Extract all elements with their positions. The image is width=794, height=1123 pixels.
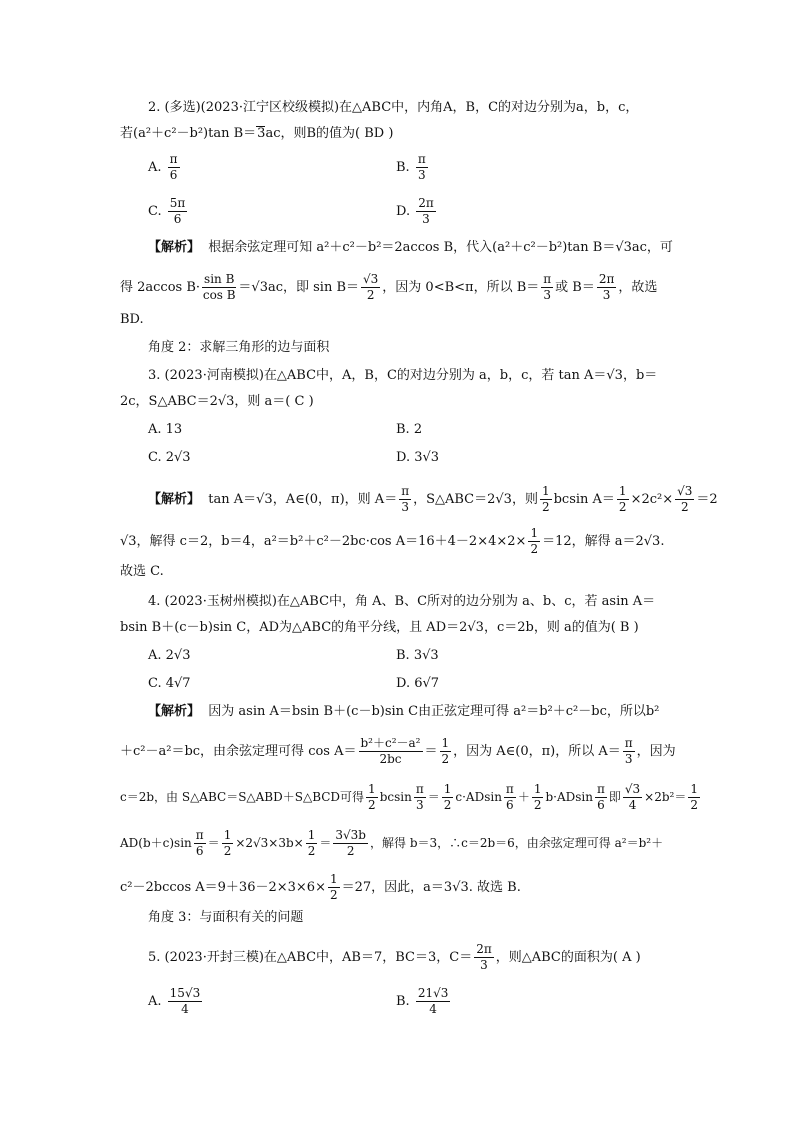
q4-solution-line3: c＝2b，由 S△ABC＝S△ABD＋S△BCD可得 $\frac{1}{2}$ bcsin $\frac{\pi}{3}$ ＝ $\frac{1}{2}$ c·ADsin $\frac{\pi}{6}$ ＋ $\frac{1}{2}$ b·ADsin $\frac{\pi}{6}$ 即 $\frac{√3}{4}$ ×2b²＝ $\frac{1}{2}$ (120, 782, 698, 812)
q4-solution-line4: AD(b＋c)sin $\frac{\pi}{6}$ ＝ $\frac{1}{2}$ ×2√3×3b× $\frac{1}{2}$ ＝ $\frac{3√3b}{2}$ ，解得 b＝3，∴c＝2b＝6，由余弦定理可得 a²＝b²＋ (120, 828, 664, 858)
q4-stem-line2: bsin B＋(c－b)sin C，AD为△ABC的角平分线，且 AD＝2√3，c＝2b，则 a的值为( B ) (120, 620, 639, 635)
q4-solution-line2: ＋c²－a²＝bc，由余弦定理可得 cos A＝ $\frac{\text{b²＋c²－a²}}{2bc}$ ＝ $\frac{1}{2}$ ，因为 A∈(0，π)，所以 A＝ $\frac{\pi}{3}$ ，因为 (120, 736, 676, 766)
fraction: $\frac{\pi}{3}$ (417, 152, 426, 182)
q2-option-c[interactable]: C. $\frac{5\pi}{6}$ (148, 196, 186, 226)
q4-option-c[interactable]: C. 4√7 (148, 676, 191, 691)
q3-solution-line2: √3，解得 c＝2，b＝4，a²＝b²＋c²－2bc·cos A＝16＋4－2×4×2× $\frac{1}{2}$ ＝12，解得 a＝2√3. (120, 526, 665, 556)
q2-stem-line2: 若(a²＋c²－b²)tan B＝3ac，则B的值为( BD ) (120, 126, 394, 141)
q3-option-d[interactable]: D. 3√3 (396, 450, 440, 465)
q4-solution-line1: 【解析】 因为 asin A＝bsin B＋(c－b)sin C由正弦定理可得 a²＝b²＋c²－bc，所以b² (148, 704, 660, 719)
q2-option-d[interactable]: D. $\frac{2\pi}{3}$ (396, 196, 434, 226)
q2-option-a[interactable]: A. $\frac{\pi}{6}$ (148, 152, 178, 182)
solution-tag: 【解析】 (148, 704, 201, 719)
q4-option-a[interactable]: A. 2√3 (148, 648, 191, 663)
fraction: $\frac{21√3}{4}$ (417, 986, 449, 1016)
q3-option-b[interactable]: B. 2 (396, 422, 423, 437)
q3-stem-line2: 2c，S△ABC＝2√3，则 a＝( C ) (120, 394, 314, 409)
q2-solution-line2: 得 2accos B· $\frac{\text{sin B}}{\text{cos B}}$ ＝√3ac，即 sin B＝ $\frac{√3}{2}$ ，因为 0<B<π，所以 B＝ $\frac{\pi}{3}$ 或 B＝ $\frac{2\pi}{3}$ ，故选 (120, 272, 658, 302)
q3-stem-line1: 3. (2023·河南模拟)在△ABC中，A，B，C的对边分别为 a，b，c，若 tan A＝√3，b＝ (148, 368, 658, 383)
section-heading-angle3: 角度 3：与面积有关的问题 (148, 910, 304, 925)
q5-option-b[interactable]: B. $\frac{21√3}{4}$ (396, 986, 449, 1016)
q2-option-b[interactable]: B. $\frac{\pi}{3}$ (396, 152, 426, 182)
q2-solution-line1: 【解析】 根据余弦定理可知 a²＋c²－b²＝2accos B，代入(a²＋c²－b²)tan B＝√3ac，可 (148, 240, 673, 255)
q5-stem-line1: 5. (2023·开封三模)在△ABC中，AB＝7，BC＝3，C＝ $\frac{2\pi}{3}$ ，则△ABC的面积为( A ) (148, 942, 641, 972)
fraction: $\frac{\pi}{6}$ (169, 152, 178, 182)
fraction: $\frac{2\pi}{3}$ (418, 196, 434, 226)
q3-solution-line1: 【解析】 tan A＝√3，A∈(0，π)，则 A＝ $\frac{\pi}{3}$ ，S△ABC＝2√3，则 $\frac{1}{2}$ bcsin A＝ $\frac{1}{2}$ ×2c²× $\frac{√3}{2}$ ＝2 (148, 484, 718, 514)
q3-option-c[interactable]: C. 2√3 (148, 450, 191, 465)
fraction: $\frac{5\pi}{6}$ (169, 196, 186, 226)
q3-solution-line3: 故选 C. (120, 564, 164, 579)
q3-option-a[interactable]: A. 13 (148, 422, 183, 437)
fraction: $\frac{15√3}{4}$ (169, 986, 201, 1016)
q4-option-b[interactable]: B. 3√3 (396, 648, 439, 663)
q4-solution-line5: c²－2bccos A＝9＋36－2×3×6× $\frac{1}{2}$ ＝27，因此，a＝3√3. 故选 B. (120, 872, 521, 902)
q2-stem-line1: 2. (多选)(2023·江宁区校级模拟)在△ABC中，内角A，B，C的对边分别为a，b，c， (148, 100, 639, 115)
section-heading-angle2: 角度 2：求解三角形的边与面积 (148, 340, 330, 355)
solution-tag: 【解析】 (148, 240, 201, 255)
solution-tag: 【解析】 (148, 492, 201, 507)
sqrt: 3 (257, 126, 266, 141)
q5-option-a[interactable]: A. $\frac{15√3}{4}$ (148, 986, 201, 1016)
q4-option-d[interactable]: D. 6√7 (396, 676, 440, 691)
q2-solution-line3: BD. (120, 312, 144, 327)
q4-stem-line1: 4. (2023·玉树州模拟)在△ABC中，角 A、B、C所对的边分别为 a、b、c，若 asin A＝ (148, 594, 656, 609)
